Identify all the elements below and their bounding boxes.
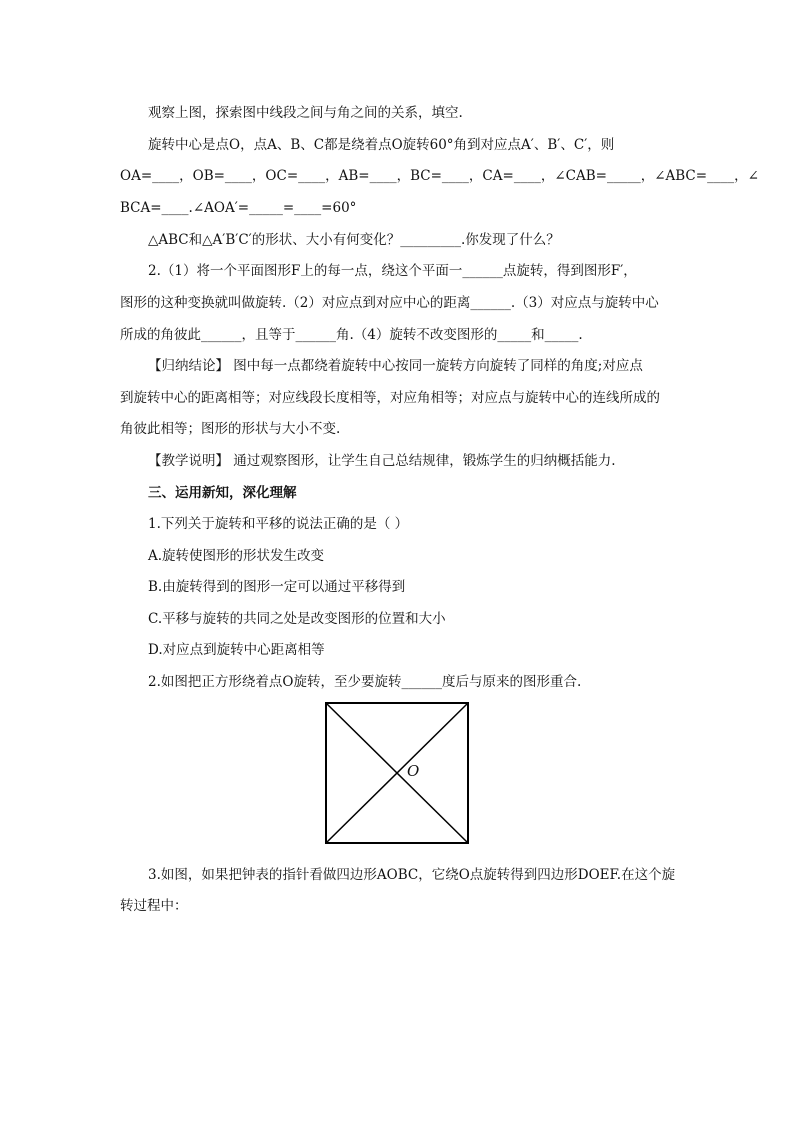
square-diagram bbox=[325, 702, 469, 844]
option-c: C.平移与旋转的共同之处是改变图形的位置和大小 bbox=[148, 611, 446, 627]
option-d: D.对应点到旋转中心距离相等 bbox=[148, 642, 325, 658]
paragraph-blanks-2: BCA=____.∠AOA′=_____=____=60° bbox=[120, 200, 357, 216]
paragraph-observe: 观察上图，探索图中线段之间与角之间的关系，填空. bbox=[148, 105, 463, 121]
paragraph-conclusion-2: 到旋转中心的距离相等；对应线段长度相等，对应角相等；对应点与旋转中心的连线所成的 bbox=[120, 390, 660, 406]
paragraph-definition-2: 图形的这种变换就叫做旋转.（2）对应点到对应中心的距离______.（3）对应点与旋转中心 bbox=[120, 295, 659, 311]
question-3: 3.如图，如果把钟表的指针看做四边形AOBC，它绕O点旋转得到四边形DOEF.在这个旋 bbox=[148, 867, 676, 883]
question-2: 2.如图把正方形绕着点O旋转，至少要旋转______度后与原来的图形重合. bbox=[148, 674, 582, 690]
question-3-continued: 转过程中： bbox=[120, 898, 188, 914]
paragraph-rotation-center: 旋转中心是点O，点A、B、C都是绕着点O旋转60°角到对应点A′、B′、C′，则 bbox=[148, 137, 615, 153]
option-a: A.旋转使图形的形状发生改变 bbox=[148, 548, 325, 564]
paragraph-blanks-1: OA=____，OB=____，OC=____，AB=____，BC=____，CA=____，∠CAB=_____，∠ABC=____，∠ bbox=[120, 168, 759, 184]
paragraph-conclusion-3: 角彼此相等；图形的形状与大小不变. bbox=[120, 421, 341, 437]
paragraph-conclusion-1: 【归纳结论】 图中每一点都绕着旋转中心按同一旋转方向旋转了同样的角度;对应点 bbox=[148, 358, 643, 374]
center-point-label: O bbox=[407, 762, 420, 780]
paragraph-triangle-question: △ABC和△A′B′C′的形状、大小有何变化？_________.你发现了什么？ bbox=[148, 232, 560, 248]
paragraph-definition-1: 2.（1）将一个平面图形F上的每一点，绕这个平面一______点旋转，得到图形F′， bbox=[148, 263, 637, 279]
paragraph-teaching-note: 【教学说明】 通过观察图形，让学生自己总结规律，锻炼学生的归纳概括能力. bbox=[148, 453, 616, 469]
question-1: 1.下列关于旋转和平移的说法正确的是（ ） bbox=[148, 516, 409, 532]
option-b: B.由旋转得到的图形一定可以通过平移得到 bbox=[148, 579, 406, 595]
section-heading: 三、运用新知，深化理解 bbox=[148, 485, 297, 501]
paragraph-definition-3: 所成的角彼此______，且等于______角.（4）旋转不改变图形的_____和_____. bbox=[120, 327, 583, 343]
